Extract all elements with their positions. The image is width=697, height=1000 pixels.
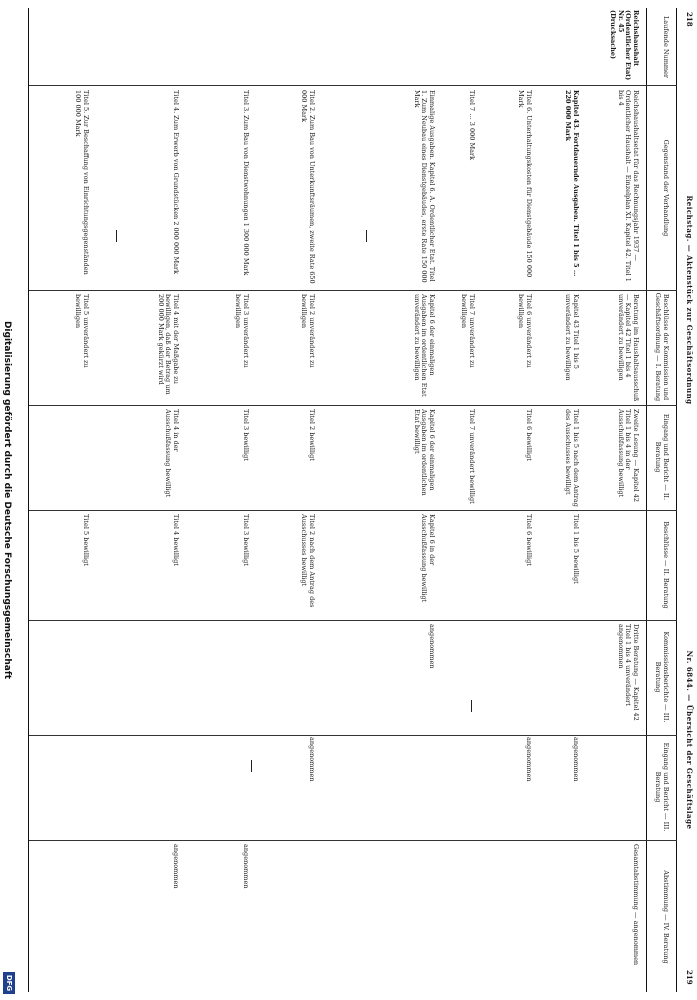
footer-credit: Digitalisierung gefördert durch die Deutsche Forschungsgemeinschaft [2,320,13,680]
first-reading-cell: Titel 3 unverändert zu bewilligen [234,294,250,368]
third-result-cell: angenommen [308,737,316,782]
third-reading-cell: Dritte Beratung — Kapitel 42 Titel 1 bis 4 unverändert angenommen [616,624,640,721]
subject-cell: Einmalige Ausgaben. Kapitel 6. A. Ordentlicher Etat. Titel 1. Zum Neubau eines Dienstgebäudes, erste Rate 150 000 Mark [412,90,436,283]
header-rule [676,8,677,992]
subject-cell: Reichshaushaltsetat für das Rechnungsjahr 1937 — Ordentlicher Haushalt — Einzelplan XI. Kapitel 42. Titel 1 bis 4 [616,90,640,282]
column-head-fourth: Abstimmung — IV. Beratung [662,870,670,964]
third-reading-cell: angenommen [428,624,436,669]
column-divider [29,620,677,621]
column-divider [29,290,677,291]
subject-cell: Titel 5. Zur Beschaffung von Einrichtungsgegenständen 100 000 Mark [74,90,90,275]
fourth-reading-cell: Gesamtabstimmung — angenommen [632,844,640,966]
subject-cell: Titel 7 … 3 000 Mark [468,90,476,161]
bottom-rule [28,8,29,992]
column-head-second-result: Beschlüsse — II. Beratung [662,521,670,609]
column-divider [29,85,677,86]
entry-cell: Reichshaushalt (Ordentlicher Etat) Nr. 45 (Drucksache) [609,10,640,81]
page-title-left: Reichstag. — Aktenstück zur Geschäftsordnung [685,195,694,405]
second-result-cell: Titel 1 bis 5 bewilligt [572,514,580,584]
column-divider [29,510,677,511]
first-reading-cell: Kapitel 6 der einmaligen Ausgaben im ordentlichen Etat unverändert zu bewilligen [412,294,436,397]
second-reading-cell: Titel 2 bewilligt [308,409,316,461]
dfg-logo: DFG [3,972,15,994]
second-result-cell: Titel 4 bewilligt [172,514,180,566]
column-head-subject: Gegenstand der Verhandlung [662,139,670,237]
column-divider [29,840,677,841]
subject-cell: Titel 2. Zum Bau von Unterkunftsräumen, zweite Rate 650 000 Mark [300,90,316,284]
second-reading-cell: Titel 1 bis 5 nach dem Antrag des Ausschusses bewilligt [564,409,580,507]
subject-cell: Titel 4. Zum Erwerb von Grundstücken 2 000 000 Mark [172,90,180,275]
first-reading-cell: Titel 2 unverändert zu bewilligen [300,294,316,368]
page-number-left: 218 [685,12,694,27]
dash-mark [251,760,252,772]
subject-cell: Kapitel 43. Fortdauernde Ausgaben. Titel 1 bis 5 … 220 000 Mark [564,90,580,277]
third-result-cell: angenommen [525,737,533,782]
column-divider [29,405,677,406]
second-reading-cell: Zweite Lesung — Kapitel 42 Titel 1 bis 4 in der Ausschußfassung bewilligt [616,409,640,503]
second-reading-cell: Titel 7 unverändert bewilligt [468,409,476,504]
column-head-second: Eingang und Bericht — II. Beratung [654,413,670,501]
column-divider [29,735,677,736]
column-head-first: Beschlüsse der Kommission und Geschäftsordnung — I. Beratung [654,292,670,402]
second-reading-cell: Titel 3 bewilligt [242,409,250,461]
second-reading-cell: Kapitel 6 der einmaligen Ausgaben im ordentlichen Etat bewilligt [412,409,436,496]
dash-mark [116,230,117,242]
column-head-third: Kommissionsberichte — III. Beratung [654,631,670,723]
subject-cell: Titel 6. Unterhaltungskosten für Dienstgebäude 150 000 Mark [517,90,533,278]
third-result-cell: angenommen [572,737,580,782]
first-reading-cell: Beratung im Haushaltsausschuß — Kapitel 42 Titel 1 bis 4 unverändert zu bewilligen [616,294,640,402]
page-title-right: Nr. 6844. — Übersicht der Geschäftslage [685,650,694,830]
first-reading-cell: Titel 7 unverändert zu bewilligen [460,294,476,368]
second-reading-cell: Titel 6 bewilligt [525,409,533,461]
column-head-rule [646,8,647,992]
first-reading-cell: Titel 6 unverändert zu bewilligen [517,294,533,368]
page-number-right: 219 [685,970,694,985]
fourth-reading-cell: angenommen [242,844,250,889]
dash-mark [366,230,367,242]
dash-mark [471,700,472,712]
second-result-cell: Titel 5 bewilligt [82,514,90,566]
second-result-cell: Titel 6 bewilligt [525,514,533,566]
first-reading-cell: Titel 4 mit der Maßgabe zu bewilligen, daß der Betrag um 200 000 Mark gekürzt wird [156,294,180,395]
second-reading-cell: Titel 4 in der Ausschußfassung bewilligt [164,409,180,498]
column-head-entry: Laufende Nummer [662,15,670,79]
second-result-cell: Titel 2 nach dem Antrag des Ausschusses bewilligt [300,514,316,608]
column-head-third-result: Eingang und Bericht — III. Beratung [654,742,670,832]
fourth-reading-cell: angenommen [172,844,180,889]
subject-cell: Titel 3. Zum Bau von Dienstwohnungen 1 300 000 Mark [242,90,250,276]
first-reading-cell: Titel 5 unverändert zu bewilligen [74,294,90,368]
second-result-cell: Kapitel 6 in der Ausschußfassung bewilligt [420,514,436,603]
second-result-cell: Titel 3 bewilligt [242,514,250,566]
first-reading-cell: Kapitel 43 Titel 1 bis 5 unverändert zu bewilligen [564,294,580,381]
